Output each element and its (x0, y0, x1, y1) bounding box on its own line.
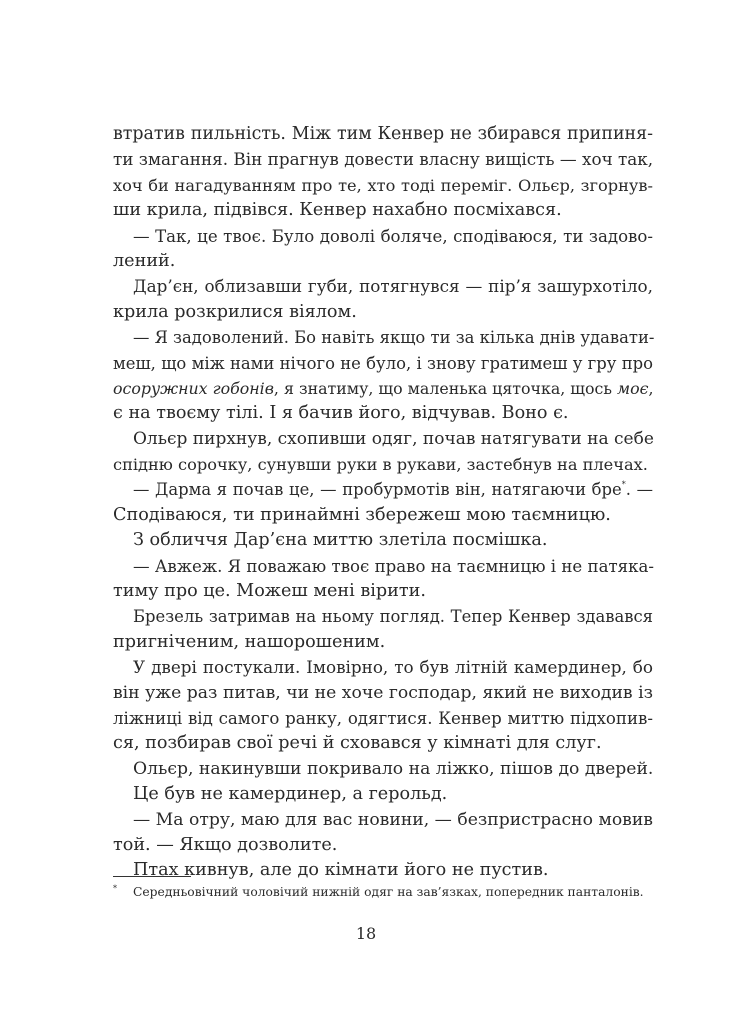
text-line (113, 376, 653, 401)
page-number: 18 (355, 924, 377, 943)
italic-text: осоружних гобонів (113, 378, 274, 398)
body-text (113, 122, 653, 884)
footnote-ref: * (621, 480, 626, 490)
text-segment: , я знатиму, що маленька цяточка, щось (273, 378, 617, 398)
text-line: спідню сорочку, сунувши руки в рукави, застебнув на плечах. (113, 455, 648, 475)
text-line: У двері постукали. Імовірно, то був літній камердинер, бо (133, 657, 653, 678)
text-line: є на твоєму тілі. І я бачив його, відчував. Воно є. (113, 403, 569, 424)
text-line: — Так, це твоє. Було доволі боляче, сподіваюся, ти задово- (133, 226, 653, 246)
footnote-divider (113, 876, 191, 877)
text-segment: . — (625, 480, 653, 500)
text-line: втратив пильність. Між тим Кенвер не збирався припиня- (113, 124, 653, 144)
text-line: пригніченим, нашорошеним. (113, 631, 386, 652)
footnote-mark: * (113, 884, 117, 893)
text-line: Птах кивнув, але до кімнати його не пустив. (133, 860, 549, 881)
text-line (113, 477, 653, 502)
text-line: — Авжеж. Я поважаю твоє право на таємницю і не патяка- (133, 556, 655, 576)
text-line: меш, що між нами нічого не було, і знову гратимеш у гру про (113, 353, 653, 373)
text-line: Ольєр пирхнув, схопивши одяг, почав натягувати на себе (133, 428, 654, 449)
text-line: З обличчя Дар’єна миттю злетіла посмішка. (133, 530, 548, 551)
text-line: Сподіваюся, ти принаймні збережеш мою таємницю. (113, 504, 611, 525)
text-line: тиму про це. Можеш мені вірити. (113, 581, 426, 602)
text-line: — Ма отру, маю для вас новини, — безпристрасно мовив (133, 809, 653, 830)
text-line: Ольєр, накинувши покривало на ліжко, пішов до дверей. (133, 758, 654, 779)
footnote-text: Середньовічний чоловічий нижній одяг на зав’язках, попередник панталонів. (133, 885, 644, 899)
text-line: — Я задоволений. Бо навіть якщо ти за кілька днів удавати- (133, 328, 655, 348)
text-line: ся, позбирав свої речі й сховався у кімнаті для слуг. (113, 733, 602, 754)
text-line: він уже раз питав, чи не хоче господар, який не виходив із (113, 682, 653, 703)
text-line: ти змагання. Він прагнув довести власну вищість — хоч так, (113, 149, 654, 170)
italic-text: моє (616, 378, 649, 398)
text-segment: — Дарма я почав це, — пробурмотів він, натягаючи бре (133, 480, 622, 500)
text-line: хоч би нагадуванням про те, хто тоді переміг. Ольєр, згорнув- (113, 175, 653, 195)
text-line: Дар’єн, облизавши губи, потягнувся — пір’я зашурхотіло, (133, 276, 653, 297)
text-line: ши крила, підвівся. Кенвер нахабно посміхався. (113, 200, 562, 221)
text-line: ліжниці від самого ранку, одягтися. Кенвер миттю підхопив- (113, 708, 653, 728)
text-line: лений. (113, 250, 176, 271)
text-line: крила розкрилися віялом. (113, 301, 357, 322)
text-line: Брезель затримав на ньому погляд. Тепер Кенвер здавався (133, 607, 653, 627)
text-line: той. — Якщо дозволите. (113, 834, 338, 855)
text-line: Це був не камердинер, а герольд. (133, 784, 448, 805)
text-segment: , (648, 378, 654, 398)
